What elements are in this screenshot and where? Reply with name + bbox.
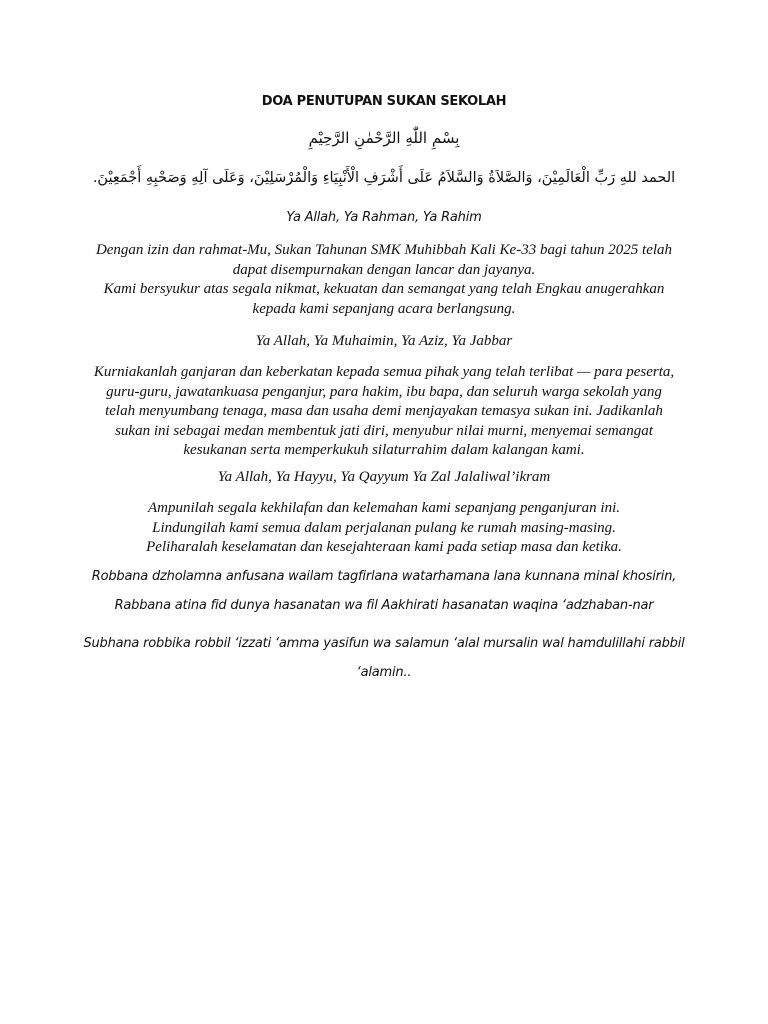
paragraph-1	[60, 241, 708, 319]
invocation-1: Ya Allah, Ya Rahman, Ya Rahim	[286, 210, 482, 225]
paragraph-line: Kurniakanlah ganjaran dan keberkatan kepada semua pihak yang telah terlibat — para peserta,	[93, 364, 675, 380]
paragraph-line: sukan ini sebagai medan membentuk jati diri, menyubur nilai murni, menyemai semangat	[115, 422, 653, 439]
paragraph-line: guru-guru, jawatankuasa penganjur, para hakim, ibu bapa, dan seluruh warga sekolah yang	[106, 383, 662, 400]
hamdalah-text: الحمد للهِ رَبِّ الْعَالَمِيْنَ، وَالصَّلاَةُ وَالسَّلاَمُ عَلَى أَشْرَفِ الْأَنْبِيَاءِ وَالْمُرْسَلِيْنَ، وَعَلَى آلِهِ وَصَحْبِهِ أَجْمَعِيْنَ.	[92, 170, 676, 186]
paragraph-line: Lindungilah kami semua dalam perjalanan pulang ke rumah masing-masing.	[152, 519, 616, 536]
closing-prayer-2: Rabbana atina fid dunya hasanatan wa fil Aakhirati hasanatan waqina ‘adzhaban-nar	[114, 598, 654, 613]
paragraph-line: Peliharalah keselamatan dan kesejahteraan kami pada setiap masa dan ketika.	[146, 539, 622, 556]
closing-prayer-3-end: ‘alamin..	[356, 665, 412, 680]
paragraph-3	[60, 499, 708, 558]
paragraph-line: Kami bersyukur atas segala nikmat, kekuatan dan semangat yang telah Engkau anugerahkan	[103, 281, 665, 298]
invocation-2: Ya Allah, Ya Muhaimin, Ya Aziz, Ya Jabbar	[255, 333, 513, 349]
paragraph-line: Ampunilah segala kekhilafan dan kelemahan kami sepanjang penganjuran ini.	[147, 500, 620, 516]
paragraph-line: kepada kami sepanjang acara berlangsung.	[252, 300, 516, 317]
closing-prayer-3: Subhana robbika robbil ‘izzati ‘amma yasifun wa salamun ‘alal mursalin wal hamdulillahi rabbil	[83, 636, 685, 651]
paragraph-line: telah menyumbang tenaga, masa dan usaha demi menjayakan temasya sukan ini. Jadikanlah	[105, 403, 663, 420]
paragraph-2	[60, 363, 708, 461]
closing-prayer-1: Robbana dzholamna anfusana wailam tagfirlana watarhamana lana kunnana minal khosirin,	[91, 569, 677, 584]
paragraph-line: kesukanan serta memperkukuh silaturrahim dalam kalangan kami.	[183, 442, 585, 459]
invocation-3: Ya Allah, Ya Hayyu, Ya Qayyum Ya Zal Jalaliwal’ikram	[217, 469, 551, 485]
paragraph-line: Dengan izin dan rahmat-Mu, Sukan Tahunan SMK Muhibbah Kali Ke-33 bagi tahun 2025 telah	[95, 242, 673, 258]
document-title: DOA PENUTUPAN SUKAN SEKOLAH	[261, 94, 507, 109]
paragraph-line: dapat disempurnakan dengan lancar dan jayanya.	[232, 261, 536, 278]
bismillah-text: بِسْمِ اللّٰهِ الرَّحْمٰنِ الرَّحِيْمِ	[308, 129, 460, 147]
